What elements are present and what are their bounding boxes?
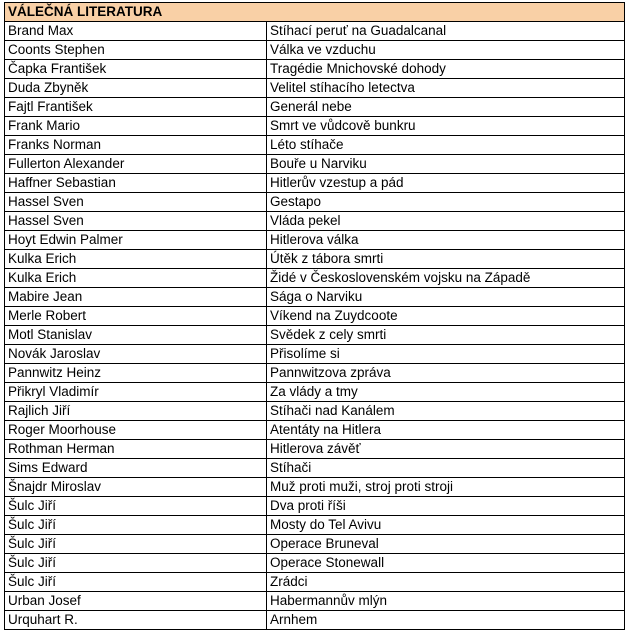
title-cell[interactable]: Stíhací peruť na Guadalcanal xyxy=(267,22,625,41)
header-cell[interactable]: VÁLEČNÁ LITERATURA xyxy=(5,3,625,22)
title-cell[interactable]: Bouře u Narviku xyxy=(267,155,625,174)
title-cell[interactable]: Hitlerova závěť xyxy=(267,440,625,459)
table-row xyxy=(5,212,625,231)
table-row xyxy=(5,516,625,535)
table-row xyxy=(5,440,625,459)
table-row xyxy=(5,117,625,136)
author-cell[interactable]: Merle Robert xyxy=(5,307,267,326)
title-cell[interactable]: Víkend na Zuydcoote xyxy=(267,307,625,326)
title-cell[interactable]: Útěk z tábora smrti xyxy=(267,250,625,269)
author-cell[interactable]: Urban Josef xyxy=(5,592,267,611)
author-cell[interactable]: Urquhart R. xyxy=(5,611,267,630)
title-cell[interactable]: Smrt ve vůdcově bunkru xyxy=(267,117,625,136)
title-cell[interactable]: Dva proti říši xyxy=(267,497,625,516)
table-row xyxy=(5,383,625,402)
author-cell[interactable]: Fullerton Alexander xyxy=(5,155,267,174)
author-cell[interactable]: Rajlich Jiří xyxy=(5,402,267,421)
header-row xyxy=(5,3,625,22)
author-cell[interactable]: Rothman Herman xyxy=(5,440,267,459)
author-cell[interactable]: Fajtl František xyxy=(5,98,267,117)
table-row xyxy=(5,174,625,193)
author-cell[interactable]: Duda Zbyněk xyxy=(5,79,267,98)
table-row xyxy=(5,60,625,79)
author-cell[interactable]: Přikryl Vladimír xyxy=(5,383,267,402)
author-cell[interactable]: Sims Edward xyxy=(5,459,267,478)
author-cell[interactable]: Kulka Erich xyxy=(5,250,267,269)
author-cell[interactable]: Hoyt Edwin Palmer xyxy=(5,231,267,250)
author-cell[interactable]: Hassel Sven xyxy=(5,193,267,212)
table-row xyxy=(5,79,625,98)
book-table xyxy=(4,2,625,630)
author-cell[interactable]: Šnajdr Miroslav xyxy=(5,478,267,497)
author-cell[interactable]: Šulc Jiří xyxy=(5,497,267,516)
author-cell[interactable]: Motl Stanislav xyxy=(5,326,267,345)
author-cell[interactable]: Šulc Jiří xyxy=(5,573,267,592)
table-row xyxy=(5,535,625,554)
author-cell[interactable]: Šulc Jiří xyxy=(5,516,267,535)
table-row xyxy=(5,459,625,478)
title-cell[interactable]: Hitlerův vzestup a pád xyxy=(267,174,625,193)
table-row xyxy=(5,193,625,212)
table-row xyxy=(5,288,625,307)
table-row xyxy=(5,22,625,41)
title-cell[interactable]: Přisolíme si xyxy=(267,345,625,364)
title-cell[interactable]: Muž proti muži, stroj proti stroji xyxy=(267,478,625,497)
title-cell[interactable]: Stíhači nad Kanálem xyxy=(267,402,625,421)
table-row xyxy=(5,573,625,592)
author-cell[interactable]: Šulc Jiří xyxy=(5,535,267,554)
title-cell[interactable]: Židé v Československém vojsku na Západě xyxy=(267,269,625,288)
author-cell[interactable]: Čapka František xyxy=(5,60,267,79)
author-cell[interactable]: Coonts Stephen xyxy=(5,41,267,60)
author-cell[interactable]: Mabire Jean xyxy=(5,288,267,307)
title-cell[interactable]: Habermannův mlýn xyxy=(267,592,625,611)
title-cell[interactable]: Léto stíhače xyxy=(267,136,625,155)
table-row xyxy=(5,402,625,421)
author-cell[interactable]: Frank Mario xyxy=(5,117,267,136)
author-cell[interactable]: Franks Norman xyxy=(5,136,267,155)
table-row xyxy=(5,250,625,269)
table-row xyxy=(5,554,625,573)
author-cell[interactable]: Haffner Sebastian xyxy=(5,174,267,193)
title-cell[interactable]: Generál nebe xyxy=(267,98,625,117)
title-cell[interactable]: Za vlády a tmy xyxy=(267,383,625,402)
table-row xyxy=(5,478,625,497)
author-cell[interactable]: Šulc Jiří xyxy=(5,554,267,573)
table-row xyxy=(5,497,625,516)
title-cell[interactable]: Tragédie Mnichovské dohody xyxy=(267,60,625,79)
author-cell[interactable]: Roger Moorhouse xyxy=(5,421,267,440)
author-cell[interactable]: Novák Jaroslav xyxy=(5,345,267,364)
table-row xyxy=(5,364,625,383)
title-cell[interactable]: Svědek z cely smrti xyxy=(267,326,625,345)
title-cell[interactable]: Pannwitzova zpráva xyxy=(267,364,625,383)
title-cell[interactable]: Velitel stíhacího letectva xyxy=(267,79,625,98)
table-row xyxy=(5,269,625,288)
title-cell[interactable]: Zrádci xyxy=(267,573,625,592)
table-row xyxy=(5,326,625,345)
table-row xyxy=(5,345,625,364)
author-cell[interactable]: Hassel Sven xyxy=(5,212,267,231)
table-row xyxy=(5,41,625,60)
table-row xyxy=(5,98,625,117)
title-cell[interactable]: Operace Bruneval xyxy=(267,535,625,554)
title-cell[interactable]: Atentáty na Hitlera xyxy=(267,421,625,440)
title-cell[interactable]: Stíhači xyxy=(267,459,625,478)
table-row xyxy=(5,611,625,630)
title-cell[interactable]: Hitlerova válka xyxy=(267,231,625,250)
spreadsheet xyxy=(4,2,624,630)
title-cell[interactable]: Mosty do Tel Avivu xyxy=(267,516,625,535)
title-cell[interactable]: Válka ve vzduchu xyxy=(267,41,625,60)
table-row xyxy=(5,307,625,326)
title-cell[interactable]: Gestapo xyxy=(267,193,625,212)
author-cell[interactable]: Kulka Erich xyxy=(5,269,267,288)
table-row xyxy=(5,136,625,155)
author-cell[interactable]: Brand Max xyxy=(5,22,267,41)
title-cell[interactable]: Arnhem xyxy=(267,611,625,630)
table-row xyxy=(5,231,625,250)
table-row xyxy=(5,421,625,440)
author-cell[interactable]: Pannwitz Heinz xyxy=(5,364,267,383)
title-cell[interactable]: Operace Stonewall xyxy=(267,554,625,573)
title-cell[interactable]: Sága o Narviku xyxy=(267,288,625,307)
title-cell[interactable]: Vláda pekel xyxy=(267,212,625,231)
table-row xyxy=(5,155,625,174)
table-row xyxy=(5,592,625,611)
